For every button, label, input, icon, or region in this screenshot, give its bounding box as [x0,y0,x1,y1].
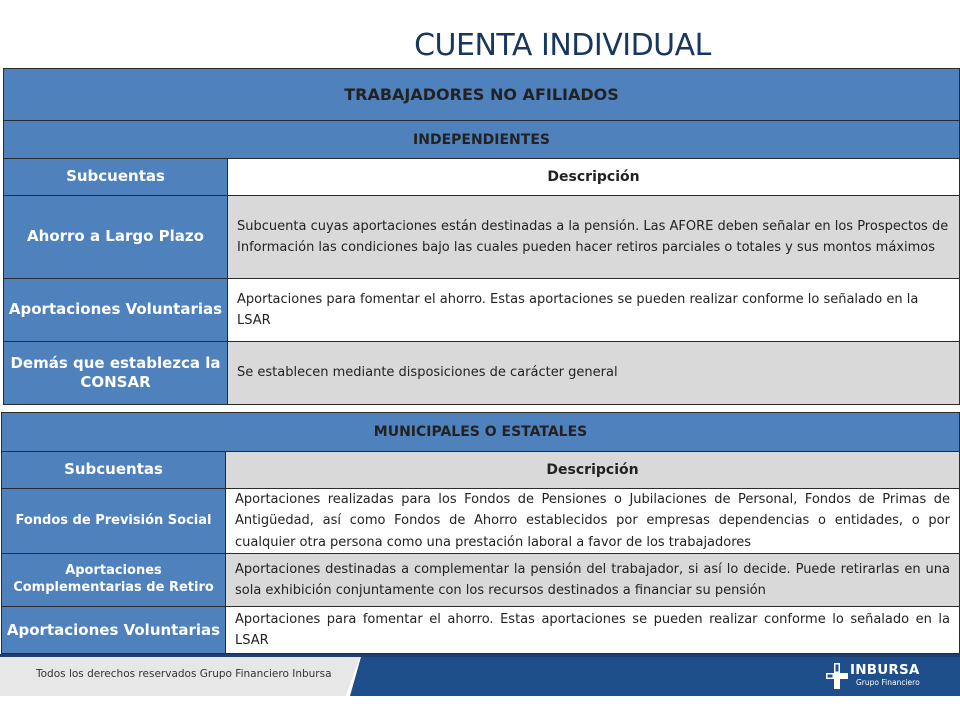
table-row [4,279,960,342]
row-descripcion: Aportaciones realizadas para los Fondos de Pensiones o Jubilaciones de Personal, Fondos de Primas de Antigüedad, así como Fondos de Ahorro establecidos por empresas dependencias o entidades, o por cualquier otra persona como una prestación laboral a favor de los trabajadores [226,489,960,554]
col-descripcion-header: Descripción [228,159,960,196]
footer-copyright: Todos los derechos reservados Grupo Financiero Inbursa [36,668,332,680]
table-row [2,489,960,554]
row-descripcion: Subcuenta cuyas aportaciones están destinadas a la pensión. Las AFORE deben señalar en los Prospectos de Información las condiciones bajo las cuales pueden hacer retiros parciales o totales y sus montos máximos [228,196,960,279]
table-municipales [1,412,960,654]
row-subcuenta: Aportaciones Voluntarias [2,607,226,654]
table-header: MUNICIPALES O ESTATALES [2,413,960,452]
table-header: TRABAJADORES NO AFILIADOS [4,69,960,121]
inbursa-logo-icon [826,663,848,689]
table-row [4,196,960,279]
table-row [2,607,960,654]
col-subcuentas-header: Subcuentas [4,159,228,196]
logo-name: INBURSA [850,662,920,678]
row-descripcion: Aportaciones para fomentar el ahorro. Estas aportaciones se pueden realizar conforme lo señalado en la LSAR [226,607,960,654]
row-subcuenta: Fondos de Previsión Social [2,489,226,554]
table-row [2,554,960,607]
row-subcuenta: Ahorro a Largo Plazo [4,196,228,279]
row-subcuenta: Aportaciones Voluntarias [4,279,228,342]
col-descripcion-header: Descripción [226,452,960,489]
row-subcuenta: Demás que establezca la CONSAR [4,342,228,405]
slide-title: CUENTA INDIVIDUAL [414,28,711,63]
table-subheader: INDEPENDIENTES [4,121,960,159]
table-no-afiliados [3,68,960,405]
row-descripcion: Aportaciones para fomentar el ahorro. Estas aportaciones se pueden realizar conforme lo señalado en la LSAR [228,279,960,342]
row-subcuenta: Aportaciones Complementarias de Retiro [2,554,226,607]
inbursa-logo [826,661,946,691]
row-descripcion: Se establecen mediante disposiciones de carácter general [228,342,960,405]
footer-stripe [0,654,960,657]
row-descripcion: Aportaciones destinadas a complementar la pensión del trabajador, si así lo decide. Puede retirarlas en una sola exhibición conjuntamente con los recursos destinados a financiar su pensión [226,554,960,607]
table-row [4,342,960,405]
logo-subtitle: Grupo Financiero [856,678,920,687]
col-subcuentas-header: Subcuentas [2,452,226,489]
